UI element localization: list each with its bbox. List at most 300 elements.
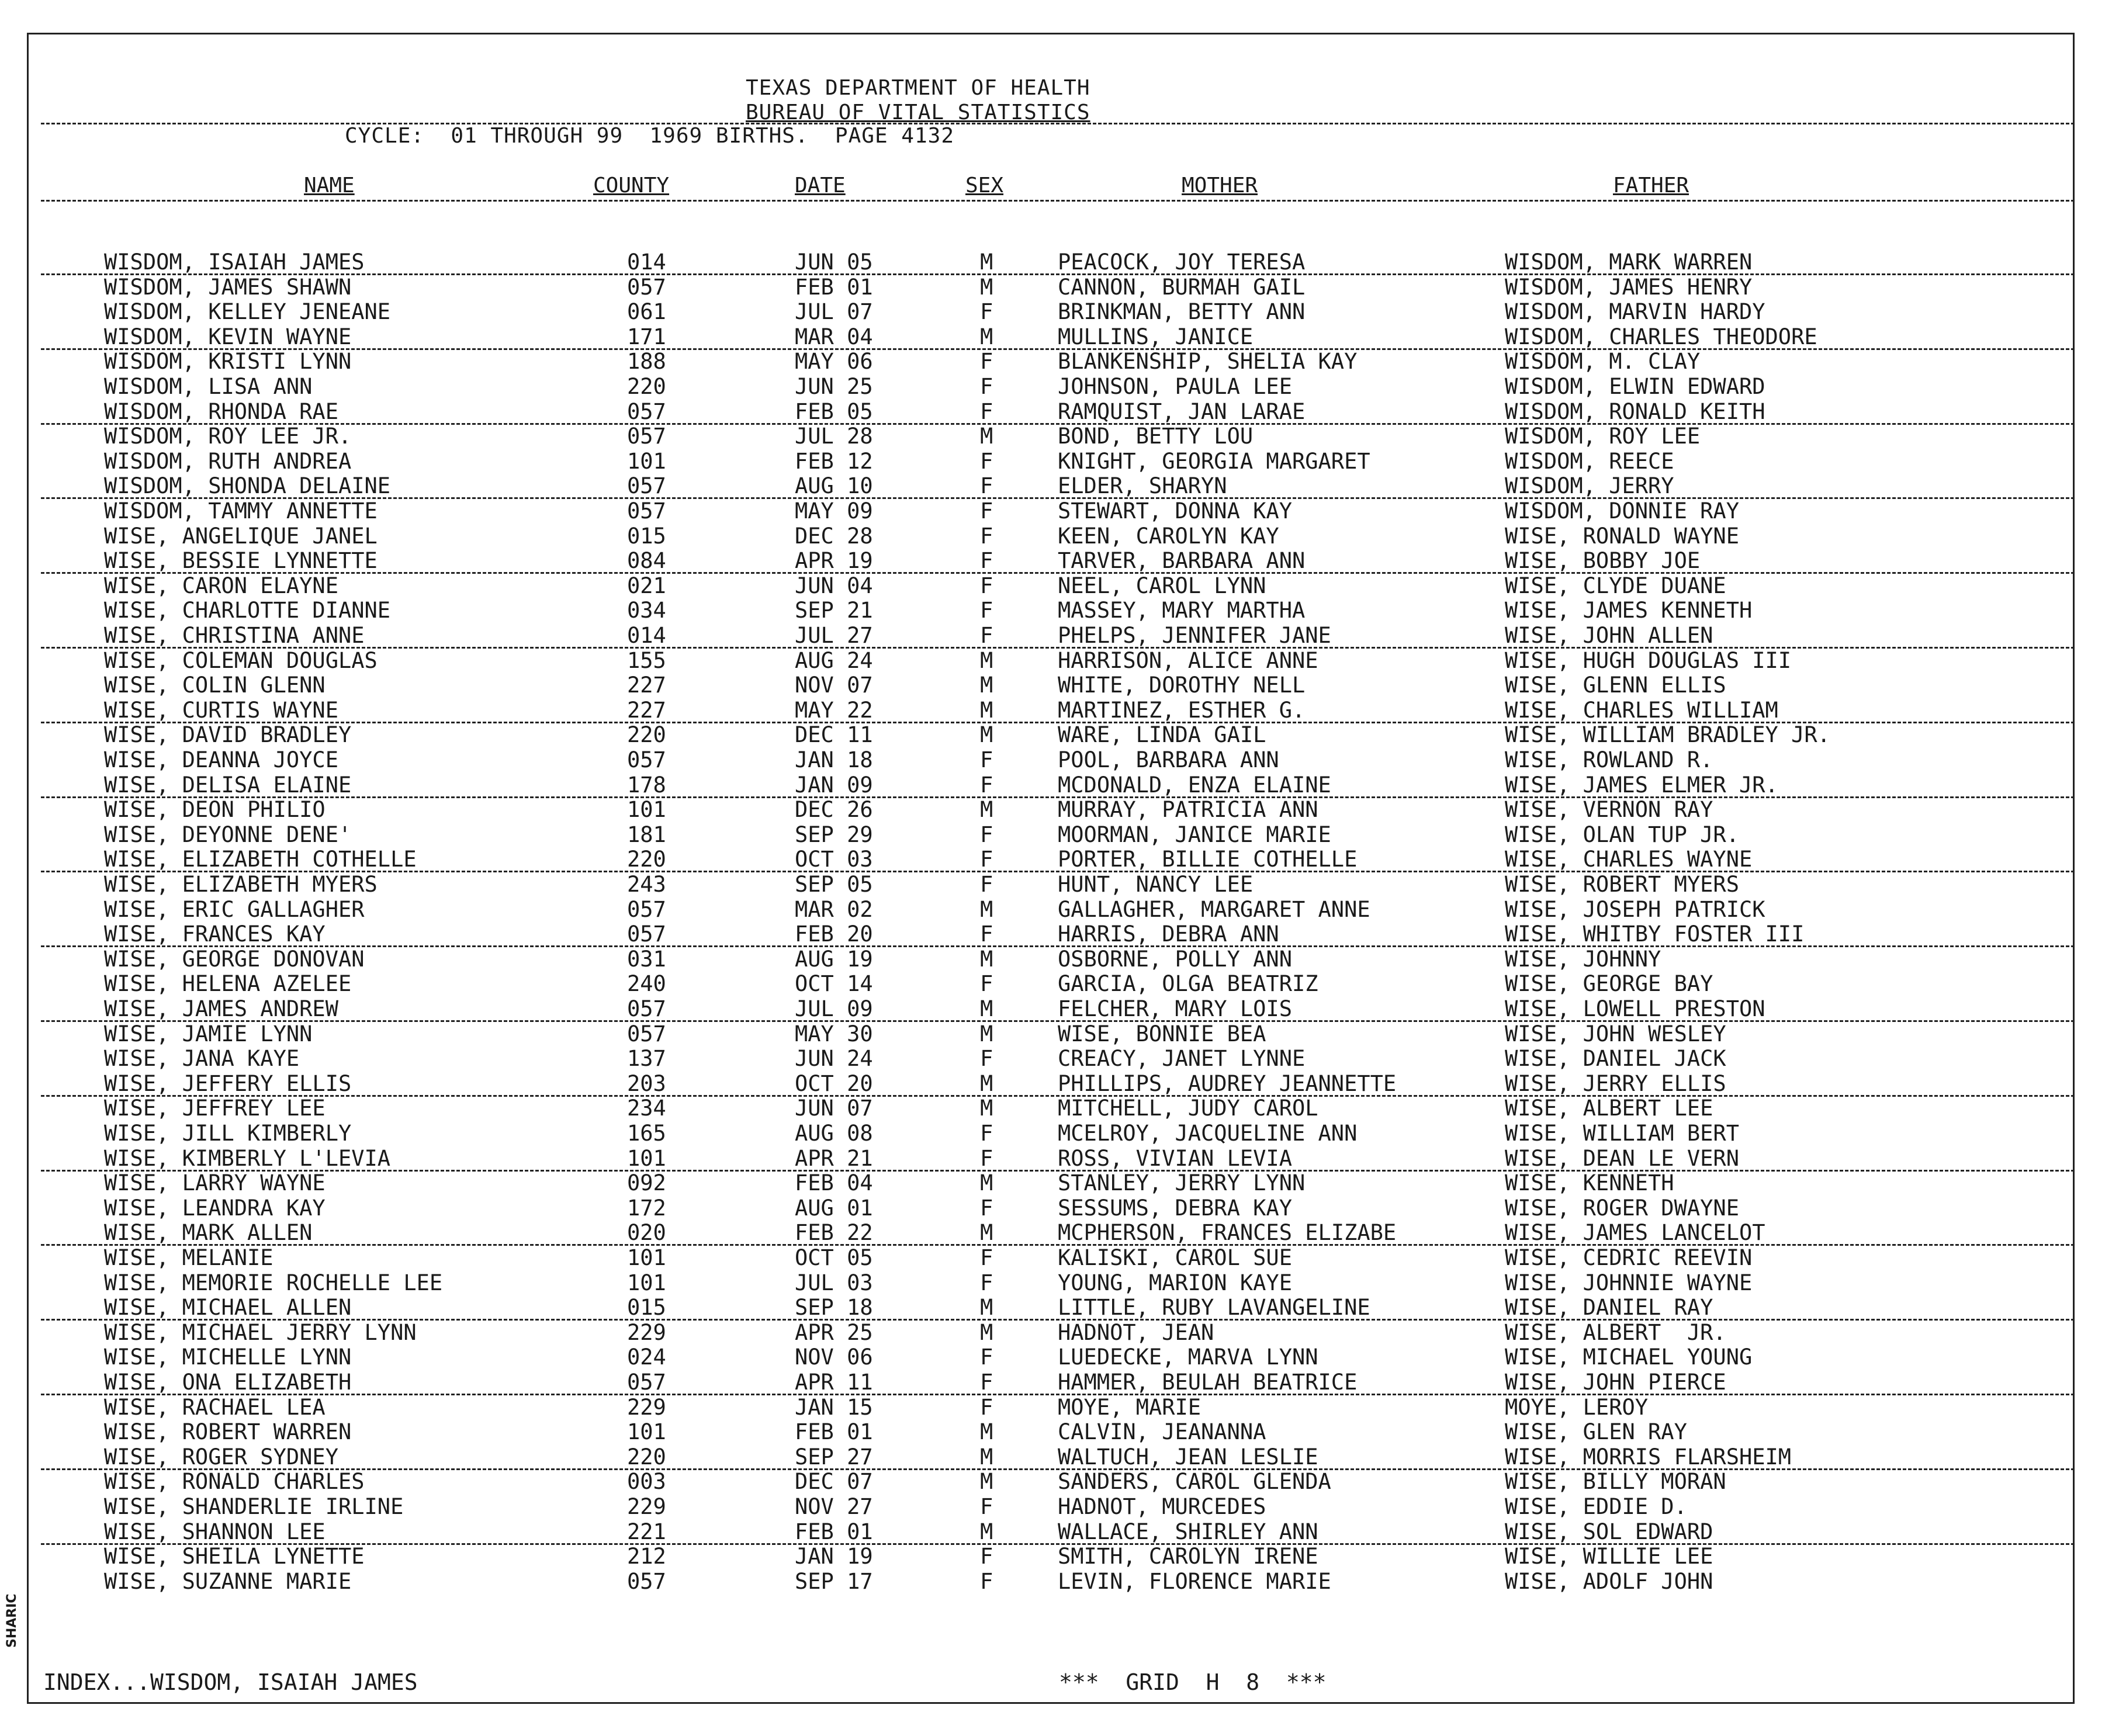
table-row xyxy=(0,1569,2119,1594)
cell-mother: LEVIN, FLORENCE MARIE xyxy=(1058,1568,1331,1594)
cell-county: 229 xyxy=(627,1319,666,1345)
cell-sex: M xyxy=(980,1096,993,1121)
table-row xyxy=(0,1121,2119,1146)
cell-date: JAN 18 xyxy=(795,747,873,772)
cell-mother: KALISKI, CAROL SUE xyxy=(1058,1245,1292,1270)
cell-date: FEB 05 xyxy=(795,399,873,424)
cell-date: DEC 26 xyxy=(795,797,873,823)
cell-county: 057 xyxy=(627,1021,666,1047)
cell-sex: F xyxy=(980,921,993,947)
cell-mother: SANDERS, CAROL GLENDA xyxy=(1058,1469,1331,1495)
cell-father: WISE, ROGER DWAYNE xyxy=(1505,1195,1739,1221)
cell-mother: PEACOCK, JOY TERESA xyxy=(1058,250,1306,275)
table-row xyxy=(0,1445,2119,1470)
cell-sex: F xyxy=(980,747,993,772)
cell-date: JUN 07 xyxy=(795,1096,873,1121)
cell-county: 014 xyxy=(627,623,666,648)
cell-father: WISDOM, MARVIN HARDY xyxy=(1505,299,1765,325)
cell-date: AUG 08 xyxy=(795,1121,873,1146)
cell-county: 234 xyxy=(627,1096,666,1121)
table-row xyxy=(0,1246,2119,1270)
cell-father: WISE, BOBBY JOE xyxy=(1505,548,1701,574)
table-row xyxy=(0,947,2119,972)
cell-father: WISE, CEDRIC REEVIN xyxy=(1505,1245,1753,1270)
table-row xyxy=(0,1370,2119,1395)
cell-name: WISE, CHRISTINA ANNE xyxy=(104,623,365,648)
cell-date: FEB 12 xyxy=(795,448,873,474)
table-row xyxy=(0,574,2119,598)
cell-sex: F xyxy=(980,971,993,997)
cell-county: 057 xyxy=(627,1370,666,1395)
cell-county: 101 xyxy=(627,1419,666,1445)
cell-sex: F xyxy=(980,573,993,598)
cell-sex: F xyxy=(980,1345,993,1370)
table-row xyxy=(0,798,2119,822)
table-row xyxy=(0,872,2119,897)
column-header-mother: MOTHER xyxy=(1182,174,1258,197)
cell-father: WISE, ALBERT JR. xyxy=(1505,1319,1726,1345)
cell-county: 172 xyxy=(627,1195,666,1221)
cell-mother: MCDONALD, ENZA ELAINE xyxy=(1058,772,1331,798)
cell-mother: BOND, BETTY LOU xyxy=(1058,424,1254,449)
cell-date: DEC 28 xyxy=(795,523,873,549)
table-row xyxy=(0,1395,2119,1420)
cell-name: WISDOM, RUTH ANDREA xyxy=(104,448,352,474)
cell-sex: F xyxy=(980,473,993,499)
cell-county: 014 xyxy=(627,250,666,275)
cell-father: WISE, WILLIAM BRADLEY JR. xyxy=(1505,722,1830,748)
cell-county: 178 xyxy=(627,772,666,798)
cell-sex: F xyxy=(980,299,993,325)
cell-mother: MCELROY, JACQUELINE ANN xyxy=(1058,1121,1358,1146)
cell-father: WISE, ALBERT LEE xyxy=(1505,1096,1713,1121)
cell-name: WISE, SHEILA LYNETTE xyxy=(104,1544,365,1569)
table-row xyxy=(0,1196,2119,1221)
cell-name: WISE, SHANDERLIE IRLINE xyxy=(104,1494,404,1519)
cell-county: 171 xyxy=(627,324,666,349)
cell-father: WISDOM, ROY LEE xyxy=(1505,424,1701,449)
cell-mother: STEWART, DONNA KAY xyxy=(1058,498,1292,524)
cell-county: 101 xyxy=(627,448,666,474)
cell-mother: PHELPS, JENNIFER JANE xyxy=(1058,623,1331,648)
cell-sex: M xyxy=(980,697,993,723)
cell-county: 057 xyxy=(627,1568,666,1594)
cell-name: WISE, ELIZABETH MYERS xyxy=(104,872,378,897)
cell-date: JUL 28 xyxy=(795,424,873,449)
cell-father: WISE, MICHAEL YOUNG xyxy=(1505,1345,1753,1370)
cell-mother: HARRISON, ALICE ANNE xyxy=(1058,647,1318,673)
cell-father: WISE, LOWELL PRESTON xyxy=(1505,996,1765,1021)
cell-mother: PHILLIPS, AUDREY JEANNETTE xyxy=(1058,1070,1397,1096)
cell-date: AUG 24 xyxy=(795,647,873,673)
cell-name: WISDOM, LISA ANN xyxy=(104,374,313,399)
cell-sex: F xyxy=(980,349,993,375)
cell-date: FEB 01 xyxy=(795,274,873,300)
cell-mother: GALLAGHER, MARGARET ANNE xyxy=(1058,896,1370,922)
cell-name: WISE, ELIZABETH COTHELLE xyxy=(104,847,417,872)
cell-sex: F xyxy=(980,1494,993,1519)
cell-name: WISDOM, ISAIAH JAMES xyxy=(104,250,365,275)
cell-date: NOV 27 xyxy=(795,1494,873,1519)
cell-sex: F xyxy=(980,1121,993,1146)
cell-name: WISDOM, TAMMY ANNETTE xyxy=(104,498,378,524)
cell-name: WISE, DEYONNE DENE' xyxy=(104,822,352,847)
cell-mother: RAMQUIST, JAN LARAE xyxy=(1058,399,1306,424)
cell-county: 137 xyxy=(627,1046,666,1072)
cell-mother: MCPHERSON, FRANCES ELIZABE xyxy=(1058,1220,1397,1246)
cell-mother: CALVIN, JEANANNA xyxy=(1058,1419,1266,1445)
table-row xyxy=(0,325,2119,349)
cell-name: WISE, ONA ELIZABETH xyxy=(104,1370,352,1395)
cell-mother: FELCHER, MARY LOIS xyxy=(1058,996,1292,1021)
cell-father: WISE, DANIEL RAY xyxy=(1505,1295,1713,1321)
cell-mother: YOUNG, MARION KAYE xyxy=(1058,1270,1292,1295)
table-row xyxy=(0,400,2119,424)
cell-date: FEB 01 xyxy=(795,1519,873,1544)
cell-name: WISE, KIMBERLY L'LEVIA xyxy=(104,1145,391,1171)
table-row xyxy=(0,1221,2119,1245)
cell-county: 024 xyxy=(627,1345,666,1370)
table-row xyxy=(0,1544,2119,1569)
table-row xyxy=(0,1321,2119,1345)
cell-county: 057 xyxy=(627,399,666,424)
cell-sex: F xyxy=(980,872,993,897)
cell-mother: MOORMAN, JANICE MARIE xyxy=(1058,822,1331,847)
cell-date: JUN 04 xyxy=(795,573,873,598)
table-row xyxy=(0,300,2119,324)
cell-sex: F xyxy=(980,1245,993,1270)
column-header-date: DATE xyxy=(795,174,846,197)
cell-father: WISE, CHARLES WILLIAM xyxy=(1505,697,1778,723)
cell-date: JUN 25 xyxy=(795,374,873,399)
cell-date: FEB 01 xyxy=(795,1419,873,1445)
table-row xyxy=(0,773,2119,798)
cell-date: OCT 14 xyxy=(795,971,873,997)
cell-date: JUL 07 xyxy=(795,299,873,325)
cell-name: WISE, BESSIE LYNNETTE xyxy=(104,548,378,574)
cell-father: WISE, WILLIAM BERT xyxy=(1505,1121,1739,1146)
cell-name: WISE, CHARLOTTE DIANNE xyxy=(104,598,391,623)
cell-sex: F xyxy=(980,399,993,424)
cell-name: WISE, ROGER SYDNEY xyxy=(104,1444,338,1470)
cell-date: APR 11 xyxy=(795,1370,873,1395)
cell-date: APR 21 xyxy=(795,1145,873,1171)
agency-title: TEXAS DEPARTMENT OF HEALTH xyxy=(746,76,1090,100)
cell-mother: PORTER, BILLIE COTHELLE xyxy=(1058,847,1358,872)
cell-name: WISDOM, ROY LEE JR. xyxy=(104,424,352,449)
cell-father: WISE, JOHN WESLEY xyxy=(1505,1021,1726,1047)
cell-name: WISE, DAVID BRADLEY xyxy=(104,722,352,748)
cell-name: WISE, JAMES ANDREW xyxy=(104,996,338,1021)
cell-name: WISE, CURTIS WAYNE xyxy=(104,697,338,723)
cell-mother: WALTUCH, JEAN LESLIE xyxy=(1058,1444,1318,1470)
cell-name: WISE, GEORGE DONOVAN xyxy=(104,946,365,972)
table-row xyxy=(0,972,2119,996)
cell-county: 101 xyxy=(627,1270,666,1295)
cell-sex: M xyxy=(980,1295,993,1321)
cell-county: 229 xyxy=(627,1494,666,1519)
table-row xyxy=(0,1495,2119,1519)
cell-county: 227 xyxy=(627,697,666,723)
cell-father: WISE, MORRIS FLARSHEIM xyxy=(1505,1444,1792,1470)
table-row xyxy=(0,250,2119,275)
side-label: SHARIC xyxy=(5,1593,19,1648)
cell-name: WISE, JEFFERY ELLIS xyxy=(104,1070,352,1096)
cell-county: 057 xyxy=(627,996,666,1021)
cell-name: WISE, ERIC GALLAGHER xyxy=(104,896,365,922)
cell-father: WISDOM, ELWIN EDWARD xyxy=(1505,374,1765,399)
cell-mother: MOYE, MARIE xyxy=(1058,1394,1202,1420)
table-row xyxy=(0,748,2119,772)
cell-name: WISE, MARK ALLEN xyxy=(104,1220,313,1246)
column-header-sex: SEX xyxy=(965,174,1004,197)
cell-date: JUN 24 xyxy=(795,1046,873,1072)
cell-date: SEP 17 xyxy=(795,1568,873,1594)
cell-father: WISDOM, JAMES HENRY xyxy=(1505,274,1753,300)
cell-county: 101 xyxy=(627,1245,666,1270)
cell-date: AUG 01 xyxy=(795,1195,873,1221)
table-row xyxy=(0,598,2119,623)
cell-mother: ELDER, SHARYN xyxy=(1058,473,1227,499)
cell-mother: MASSEY, MARY MARTHA xyxy=(1058,598,1306,623)
cell-date: MAY 30 xyxy=(795,1021,873,1047)
cell-mother: OSBORNE, POLLY ANN xyxy=(1058,946,1292,972)
cycle-line: CYCLE: 01 THROUGH 99 1969 BIRTHS. PAGE 4132 xyxy=(345,124,954,148)
cell-county: 057 xyxy=(627,498,666,524)
cell-father: WISDOM, M. CLAY xyxy=(1505,349,1701,375)
cell-name: WISDOM, KEVIN WAYNE xyxy=(104,324,352,349)
cell-mother: SMITH, CAROLYN IRENE xyxy=(1058,1544,1318,1569)
cell-name: WISE, RONALD CHARLES xyxy=(104,1469,365,1495)
cell-sex: F xyxy=(980,1544,993,1569)
cell-name: WISE, COLIN GLENN xyxy=(104,673,326,698)
cell-county: 155 xyxy=(627,647,666,673)
cell-sex: F xyxy=(980,1568,993,1594)
cell-date: JUL 27 xyxy=(795,623,873,648)
cell-date: NOV 07 xyxy=(795,673,873,698)
cell-father: WISE, ROBERT MYERS xyxy=(1505,872,1739,897)
cell-sex: F xyxy=(980,1370,993,1395)
cell-county: 057 xyxy=(627,274,666,300)
cell-sex: F xyxy=(980,772,993,798)
cell-sex: M xyxy=(980,1469,993,1495)
cell-sex: M xyxy=(980,647,993,673)
table-row xyxy=(0,524,2119,549)
cell-date: AUG 10 xyxy=(795,473,873,499)
cell-date: JUL 03 xyxy=(795,1270,873,1295)
table-row xyxy=(0,1047,2119,1071)
cell-father: WISE, WHITBY FOSTER III xyxy=(1505,921,1805,947)
cell-sex: M xyxy=(980,1170,993,1196)
table-row xyxy=(0,1520,2119,1544)
cell-date: OCT 20 xyxy=(795,1070,873,1096)
cell-name: WISE, DELISA ELAINE xyxy=(104,772,352,798)
table-row xyxy=(0,1271,2119,1295)
cell-name: WISE, ANGELIQUE JANEL xyxy=(104,523,378,549)
cell-county: 061 xyxy=(627,299,666,325)
cell-county: 220 xyxy=(627,374,666,399)
cell-date: JAN 09 xyxy=(795,772,873,798)
cell-mother: KNIGHT, GEORGIA MARGARET xyxy=(1058,448,1370,474)
cell-name: WISE, HELENA AZELEE xyxy=(104,971,352,997)
cell-father: WISE, JAMES LANCELOT xyxy=(1505,1220,1765,1246)
cell-sex: F xyxy=(980,548,993,574)
cell-father: WISE, JOHNNY xyxy=(1505,946,1661,972)
cell-sex: M xyxy=(980,324,993,349)
cell-sex: M xyxy=(980,1070,993,1096)
cell-father: WISDOM, JERRY xyxy=(1505,473,1674,499)
cell-name: WISE, JEFFREY LEE xyxy=(104,1096,326,1121)
cell-mother: STANLEY, JERRY LYNN xyxy=(1058,1170,1306,1196)
cell-father: WISE, CLYDE DUANE xyxy=(1505,573,1726,598)
cell-date: SEP 21 xyxy=(795,598,873,623)
cell-father: WISE, OLAN TUP JR. xyxy=(1505,822,1739,847)
grid-line: *** GRID H 8 *** xyxy=(1059,1669,1327,1695)
table-row xyxy=(0,549,2119,573)
cell-mother: HARRIS, DEBRA ANN xyxy=(1058,921,1279,947)
table-row xyxy=(0,1096,2119,1121)
cell-mother: WALLACE, SHIRLEY ANN xyxy=(1058,1519,1318,1544)
cell-father: WISE, JAMES ELMER JR. xyxy=(1505,772,1778,798)
cell-county: 188 xyxy=(627,349,666,375)
cell-father: WISE, CHARLES WAYNE xyxy=(1505,847,1753,872)
cell-name: WISE, SUZANNE MARIE xyxy=(104,1568,352,1594)
cell-father: WISE, GLENN ELLIS xyxy=(1505,673,1726,698)
cell-sex: F xyxy=(980,847,993,872)
cell-name: WISDOM, JAMES SHAWN xyxy=(104,274,352,300)
cell-sex: F xyxy=(980,1046,993,1072)
cell-date: SEP 27 xyxy=(795,1444,873,1470)
cell-mother: MURRAY, PATRICIA ANN xyxy=(1058,797,1318,823)
index-line: INDEX...WISDOM, ISAIAH JAMES xyxy=(43,1669,418,1695)
cell-name: WISE, ROBERT WARREN xyxy=(104,1419,352,1445)
column-header-name: NAME xyxy=(304,174,355,197)
cell-name: WISE, JILL KIMBERLY xyxy=(104,1121,352,1146)
cell-sex: F xyxy=(980,598,993,623)
cell-mother: TARVER, BARBARA ANN xyxy=(1058,548,1306,574)
cell-sex: F xyxy=(980,1394,993,1420)
cell-mother: NEEL, CAROL LYNN xyxy=(1058,573,1266,598)
cell-name: WISE, FRANCES KAY xyxy=(104,921,326,947)
cell-sex: F xyxy=(980,822,993,847)
cell-county: 003 xyxy=(627,1469,666,1495)
table-row xyxy=(0,673,2119,698)
cell-date: SEP 18 xyxy=(795,1295,873,1321)
cell-father: WISE, EDDIE D. xyxy=(1505,1494,1687,1519)
cell-father: WISE, VERNON RAY xyxy=(1505,797,1713,823)
cell-date: FEB 20 xyxy=(795,921,873,947)
cell-mother: CREACY, JANET LYNNE xyxy=(1058,1046,1306,1072)
cell-father: MOYE, LEROY xyxy=(1505,1394,1649,1420)
cell-date: JUN 05 xyxy=(795,250,873,275)
cell-county: 220 xyxy=(627,1444,666,1470)
cell-name: WISE, MEMORIE ROCHELLE LEE xyxy=(104,1270,443,1295)
table-row xyxy=(0,623,2119,648)
table-row xyxy=(0,823,2119,847)
table-row xyxy=(0,723,2119,747)
bureau-title: BUREAU OF VITAL STATISTICS xyxy=(746,101,1090,124)
cell-date: JUL 09 xyxy=(795,996,873,1021)
cell-date: JAN 19 xyxy=(795,1544,873,1569)
cell-date: AUG 19 xyxy=(795,946,873,972)
cell-name: WISE, MELANIE xyxy=(104,1245,273,1270)
cell-father: WISE, ADOLF JOHN xyxy=(1505,1568,1713,1594)
table-row xyxy=(0,349,2119,374)
cell-county: 015 xyxy=(627,1295,666,1321)
cell-mother: WHITE, DOROTHY NELL xyxy=(1058,673,1306,698)
cell-county: 057 xyxy=(627,747,666,772)
cell-county: 212 xyxy=(627,1544,666,1569)
cell-father: WISE, HUGH DOUGLAS III xyxy=(1505,647,1792,673)
cell-county: 220 xyxy=(627,722,666,748)
cell-county: 020 xyxy=(627,1220,666,1246)
cell-county: 015 xyxy=(627,523,666,549)
cell-sex: F xyxy=(980,623,993,648)
cell-sex: M xyxy=(980,424,993,449)
cell-county: 092 xyxy=(627,1170,666,1196)
cell-sex: M xyxy=(980,1444,993,1470)
table-row xyxy=(0,898,2119,922)
table-row xyxy=(0,1072,2119,1096)
cell-father: WISE, KENNETH xyxy=(1505,1170,1674,1196)
cell-father: WISE, JAMES KENNETH xyxy=(1505,598,1753,623)
table-row xyxy=(0,499,2119,524)
cell-father: WISE, BILLY MORAN xyxy=(1505,1469,1726,1495)
cell-mother: WARE, LINDA GAIL xyxy=(1058,722,1266,748)
cell-sex: M xyxy=(980,722,993,748)
cell-date: FEB 22 xyxy=(795,1220,873,1246)
cell-sex: M xyxy=(980,250,993,275)
cell-sex: F xyxy=(980,448,993,474)
cell-sex: M xyxy=(980,797,993,823)
cell-father: WISE, DEAN LE VERN xyxy=(1505,1145,1739,1171)
cell-county: 057 xyxy=(627,424,666,449)
cell-date: APR 19 xyxy=(795,548,873,574)
cell-father: WISDOM, RONALD KEITH xyxy=(1505,399,1765,424)
cell-name: WISE, SHANNON LEE xyxy=(104,1519,326,1544)
cell-date: NOV 06 xyxy=(795,1345,873,1370)
cell-name: WISE, CARON ELAYNE xyxy=(104,573,338,598)
cell-county: 057 xyxy=(627,473,666,499)
cell-name: WISDOM, KELLEY JENEANE xyxy=(104,299,391,325)
cell-county: 057 xyxy=(627,921,666,947)
table-row xyxy=(0,1345,2119,1370)
table-row xyxy=(0,474,2119,498)
cell-mother: HADNOT, MURCEDES xyxy=(1058,1494,1266,1519)
cell-name: WISE, DEANNA JOYCE xyxy=(104,747,338,772)
table-row xyxy=(0,1470,2119,1494)
table-row xyxy=(0,275,2119,300)
cell-mother: KEEN, CAROLYN KAY xyxy=(1058,523,1279,549)
cell-name: WISE, LEANDRA KAY xyxy=(104,1195,326,1221)
cell-mother: WISE, BONNIE BEA xyxy=(1058,1021,1266,1047)
cell-father: WISE, GEORGE BAY xyxy=(1505,971,1713,997)
cell-father: WISE, JOHN PIERCE xyxy=(1505,1370,1726,1395)
cell-date: MAR 04 xyxy=(795,324,873,349)
cell-name: WISDOM, KRISTI LYNN xyxy=(104,349,352,375)
cell-date: DEC 07 xyxy=(795,1469,873,1495)
cell-father: WISDOM, CHARLES THEODORE xyxy=(1505,324,1817,349)
cell-mother: ROSS, VIVIAN LEVIA xyxy=(1058,1145,1292,1171)
cell-sex: M xyxy=(980,1021,993,1047)
cell-date: MAY 06 xyxy=(795,349,873,375)
cell-date: OCT 05 xyxy=(795,1245,873,1270)
cell-county: 243 xyxy=(627,872,666,897)
cell-mother: BRINKMAN, BETTY ANN xyxy=(1058,299,1306,325)
cell-date: JAN 15 xyxy=(795,1394,873,1420)
cell-father: WISDOM, DONNIE RAY xyxy=(1505,498,1739,524)
cell-mother: HADNOT, JEAN xyxy=(1058,1319,1214,1345)
